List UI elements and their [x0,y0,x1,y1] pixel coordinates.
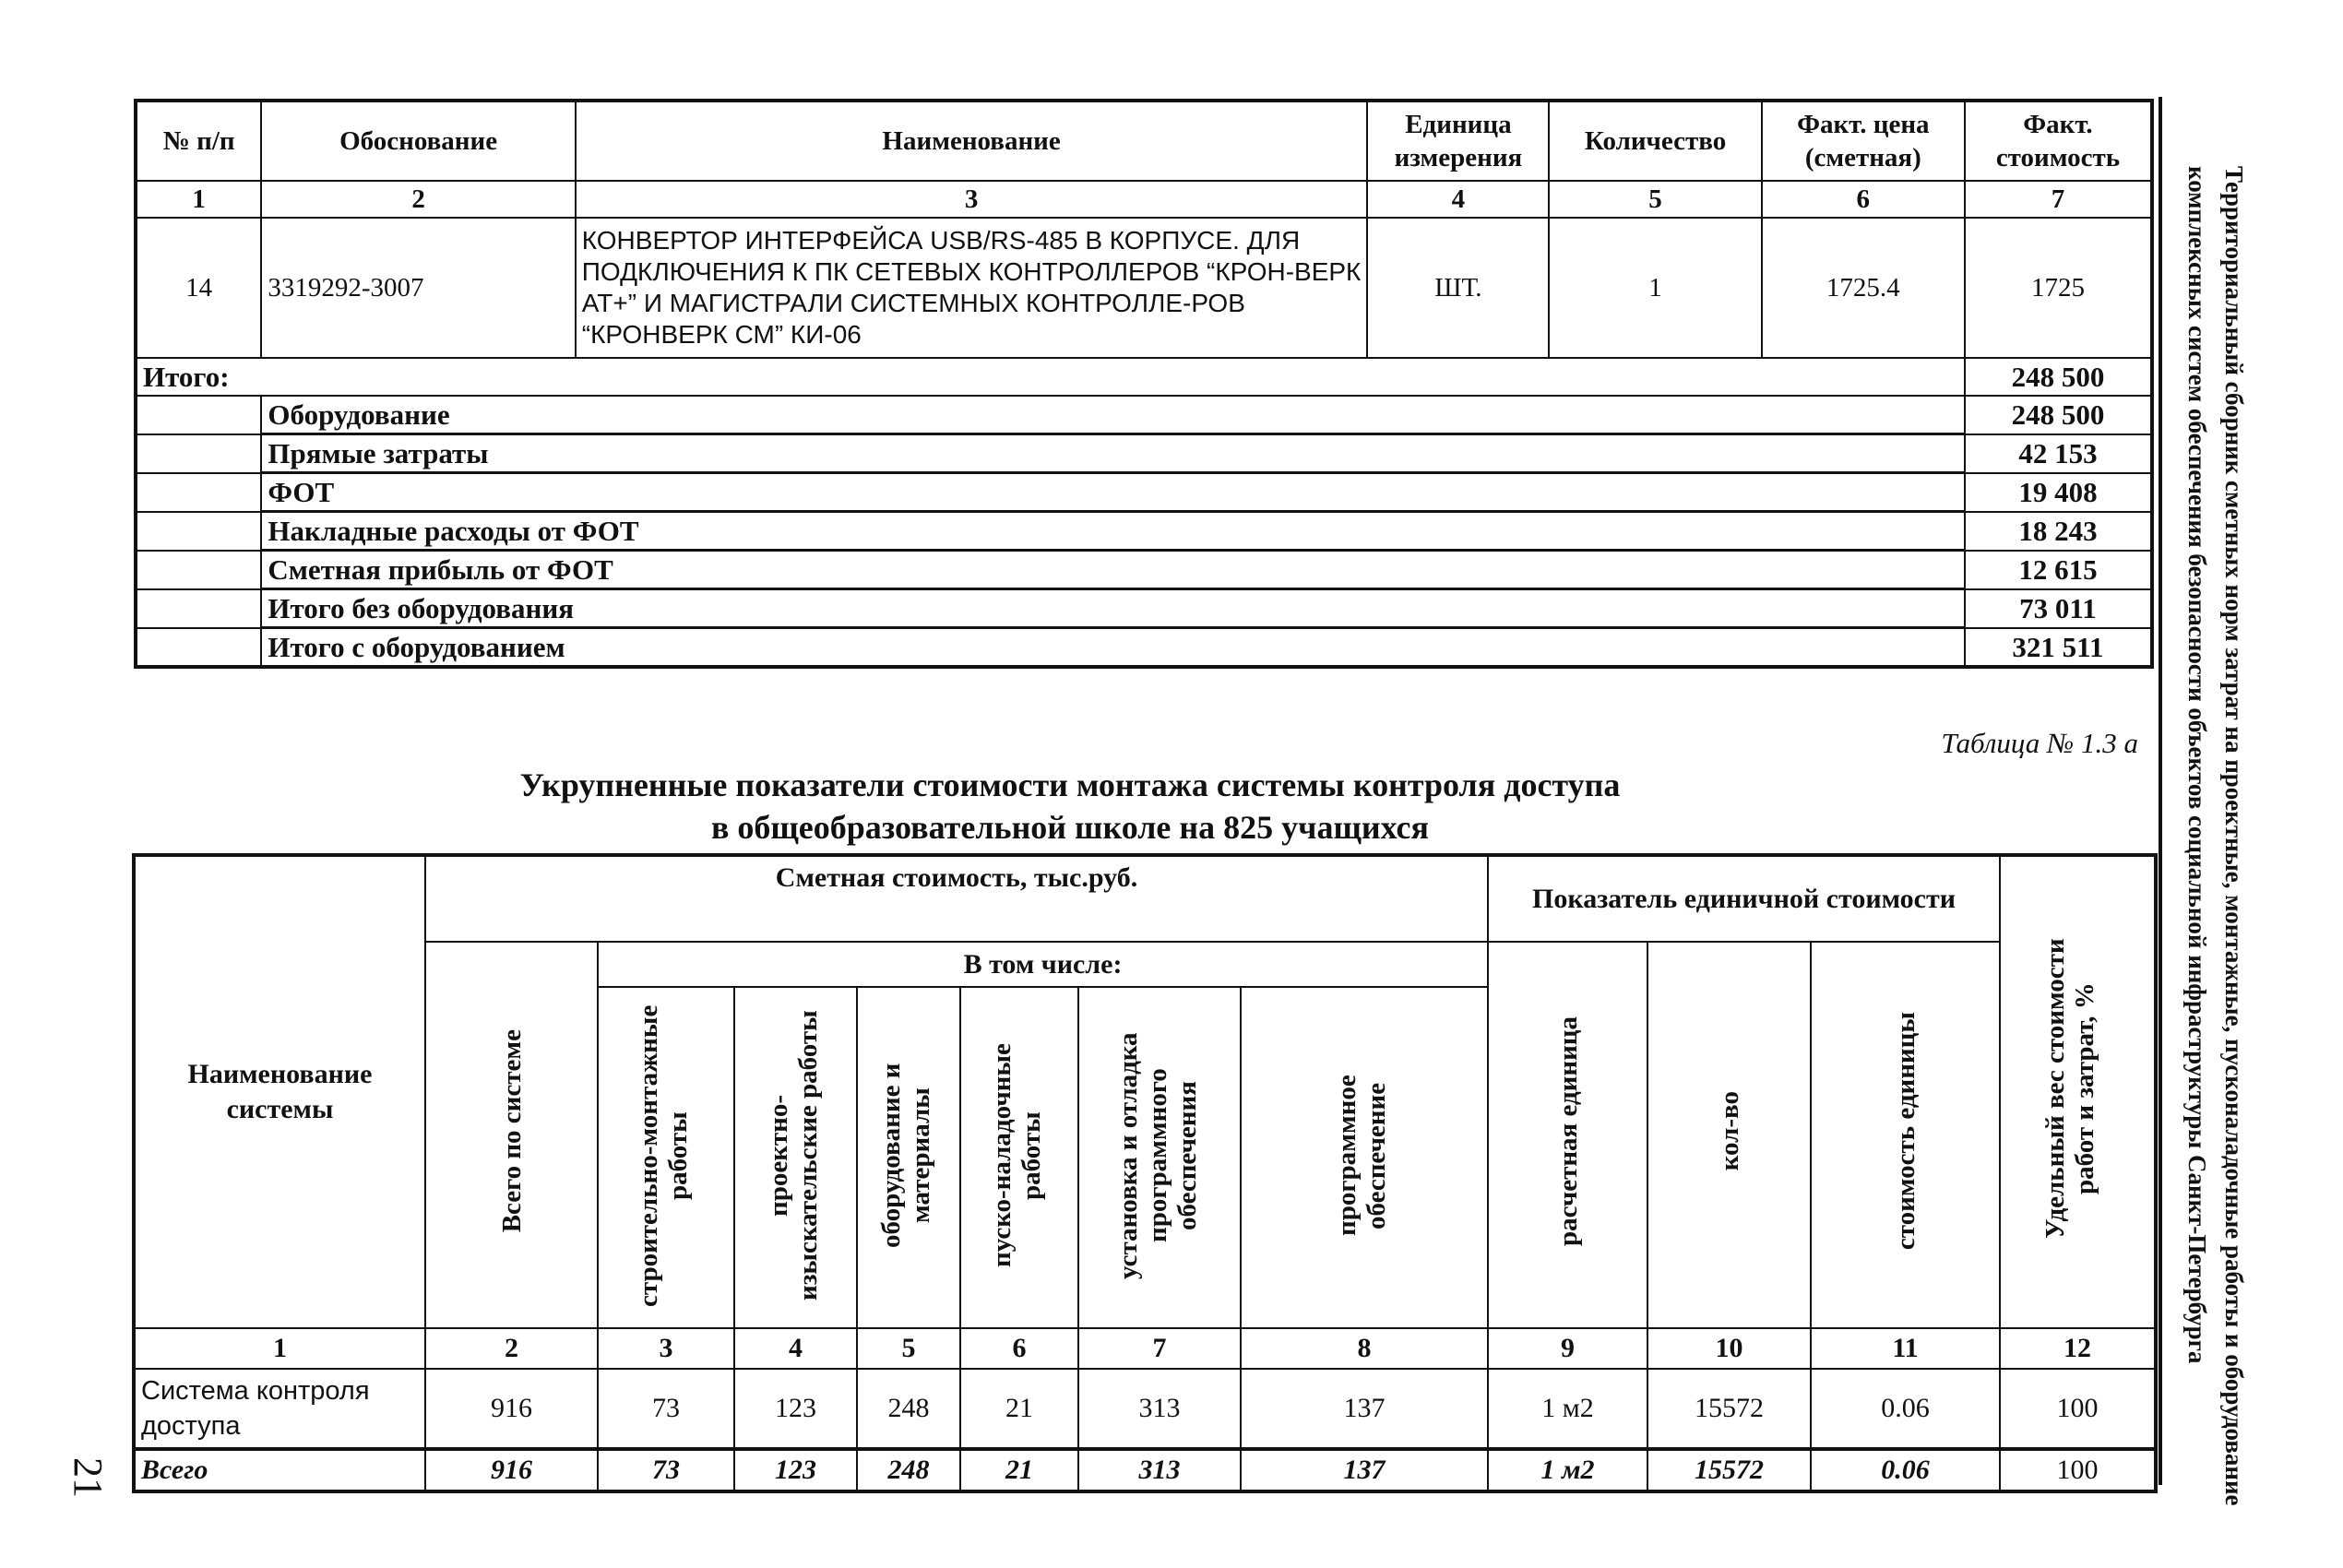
total-system-header [425,942,598,1328]
cell: 248 [857,1369,960,1449]
cell: 137 [1241,1449,1488,1491]
col-number: 4 [734,1328,857,1369]
equipment-cost-table [134,99,2154,669]
summary-value: 321 511 [1965,628,2152,668]
header-row [134,942,2156,987]
col-number: 3 [598,1328,734,1369]
row-basis: 3319292-3007 [261,218,575,358]
col-header-name: Наименование [576,101,1368,181]
summary-row [136,589,2152,628]
incl-col-header [857,987,960,1328]
summary-value: 12 615 [1965,551,2152,589]
cost-group-header: Сметная стоимость, тыс.руб. [425,855,1488,942]
total-system-text: Всего по системе [496,1029,527,1233]
column-numbers-row [136,181,2152,218]
cell: 73 [598,1449,734,1491]
summary-row [136,434,2152,473]
running-header [2179,166,2253,1506]
table-header-row [136,101,2152,181]
summary-label: Прямые затраты [261,434,1965,473]
incl-col-text: пуско-наладочные работы [987,1043,1046,1267]
col-number: 10 [1647,1328,1811,1369]
summary-blank [136,473,261,512]
running-header-line: Территориальный сборник сметных норм затрат на проектные, монтажные, пусконаладочные работы и оборудование [2220,166,2248,1506]
title-line: в общеобразовательной школе на 825 учащихся [710,809,1430,846]
summary-blank [136,512,261,551]
incl-col-text: строительно-монтажные работы [634,1004,693,1307]
unit-col-header [1811,942,2000,1328]
cell: 1 м2 [1488,1369,1647,1449]
col-header-basis: Обоснование [261,101,575,181]
cell: 123 [734,1369,857,1449]
summary-blank [136,434,261,473]
col-header-qty: Количество [1549,101,1761,181]
total-label: Итого: [136,358,1965,396]
system-name: Система контроля доступа [134,1369,425,1449]
summary-value: 248 500 [1965,396,2152,434]
unit-col-text: стоимость единицы [1890,1012,1921,1251]
summary-row [136,473,2152,512]
running-header-line: комплексных систем обеспечения безопасности объектов социальной инфраструктуры Санкт-Петербурга [2183,166,2211,1364]
cell: 73 [598,1369,734,1449]
incl-col-header [960,987,1078,1328]
col-header-num: № п/п [136,101,261,181]
col-number: 9 [1488,1328,1647,1369]
header-row [134,855,2156,942]
summary-value: 18 243 [1965,512,2152,551]
unit-col-text: расчетная единица [1552,1016,1583,1247]
table-row [134,1369,2156,1449]
cell: 916 [425,1449,598,1491]
incl-col-text: программное обеспечение [1332,1075,1391,1236]
table-title [406,764,1734,849]
cell: 916 [425,1369,598,1449]
cell: 100 [2000,1449,2156,1491]
cell: 248 [857,1449,960,1491]
incl-col-header [734,987,857,1328]
summary-row [136,396,2152,434]
col-number: 12 [2000,1328,2156,1369]
row-qty: 1 [1549,218,1761,358]
cell: 100 [2000,1369,2156,1449]
summary-label: Накладные расходы от ФОТ [261,512,1965,551]
summary-value: 73 011 [1965,589,2152,628]
unit-group-header: Показатель единичной стоимости [1488,855,2000,942]
summary-blank [136,396,261,434]
col-number: 5 [1549,181,1761,218]
col-number: 1 [136,181,261,218]
total-row [134,1449,2156,1491]
col-header-cost: Факт. стоимость [1965,101,2152,181]
cell: 313 [1078,1449,1241,1491]
col-number: 11 [1811,1328,2000,1369]
col-number: 5 [857,1328,960,1369]
title-line: Укрупненные показатели стоимости монтажа системы контроля доступа [519,766,1621,803]
col-number: 4 [1367,181,1549,218]
cell: 15572 [1647,1369,1811,1449]
total-label: Всего [134,1449,425,1491]
summary-row [136,512,2152,551]
col-number: 3 [576,181,1368,218]
cell: 0.06 [1811,1369,2000,1449]
summary-value: 19 408 [1965,473,2152,512]
incl-col-text: проектно-изыскательские работы [763,1010,823,1301]
summary-blank [136,589,261,628]
col-number: 8 [1241,1328,1488,1369]
cost-indicators-table [132,853,2158,1493]
unit-col-header [1488,942,1647,1328]
total-value: 248 500 [1965,358,2152,396]
cell: 21 [960,1369,1078,1449]
summary-blank [136,628,261,668]
cell: 21 [960,1449,1078,1491]
col-number: 7 [1078,1328,1241,1369]
col-number: 7 [1965,181,2152,218]
row-cost: 1725 [1965,218,2152,358]
including-header: В том числе: [598,942,1488,987]
system-name-header: Наименование системы [134,855,425,1328]
row-unit: ШТ. [1367,218,1549,358]
summary-value: 42 153 [1965,434,2152,473]
summary-label: Итого с оборудованием [261,628,1965,668]
col-number: 6 [1762,181,1965,218]
summary-label: ФОТ [261,473,1965,512]
unit-col-header [1647,942,1811,1328]
table-row [136,218,2152,358]
cell: 123 [734,1449,857,1491]
row-num: 14 [136,218,261,358]
row-price: 1725.4 [1762,218,1965,358]
cell: 1 м2 [1488,1449,1647,1491]
summary-label: Итого без оборудования [261,589,1965,628]
incl-col-text: установка и отладка программного обеспечения [1113,1031,1202,1279]
cell: 313 [1078,1369,1241,1449]
table-number: Таблица № 1.3 а [1941,727,2138,759]
col-number: 2 [261,181,575,218]
incl-col-text: оборудование и материалы [876,1063,935,1248]
total-row [136,358,2152,396]
unit-col-text: кол-во [1714,1091,1744,1171]
col-header-price: Факт. цена (сметная) [1762,101,1965,181]
incl-col-header [1241,987,1488,1328]
col-number: 1 [134,1328,425,1369]
column-numbers-row [134,1328,2156,1369]
cell: 137 [1241,1369,1488,1449]
cell: 15572 [1647,1449,1811,1491]
summary-row [136,628,2152,668]
summary-label: Сметная прибыль от ФОТ [261,551,1965,589]
row-name: КОНВЕРТОР ИНТЕРФЕЙСА USB/RS-485 В КОРПУСЕ. ДЛЯ ПОДКЛЮЧЕНИЯ К ПК СЕТЕВЫХ КОНТРОЛЛЕРОВ “КРОН-ВЕРК АТ+” И МАГИСТРАЛИ СИСТЕМНЫХ КОНТРОЛЛЕ-РОВ “КРОНВЕРК СМ” КИ-06 [576,218,1368,358]
col-number: 6 [960,1328,1078,1369]
summary-label: Оборудование [261,396,1965,434]
summary-blank [136,551,261,589]
share-header-text: Удельный вес стоимости работ и затрат, % [2040,938,2100,1239]
cell: 0.06 [1811,1449,2000,1491]
page-number: 21 [65,1457,111,1498]
summary-row [136,551,2152,589]
col-header-unit: Единица измерения [1367,101,1549,181]
share-header [2000,855,2156,1328]
col-number: 2 [425,1328,598,1369]
incl-col-header [1078,987,1241,1328]
incl-col-header [598,987,734,1328]
side-divider [2159,97,2162,1485]
